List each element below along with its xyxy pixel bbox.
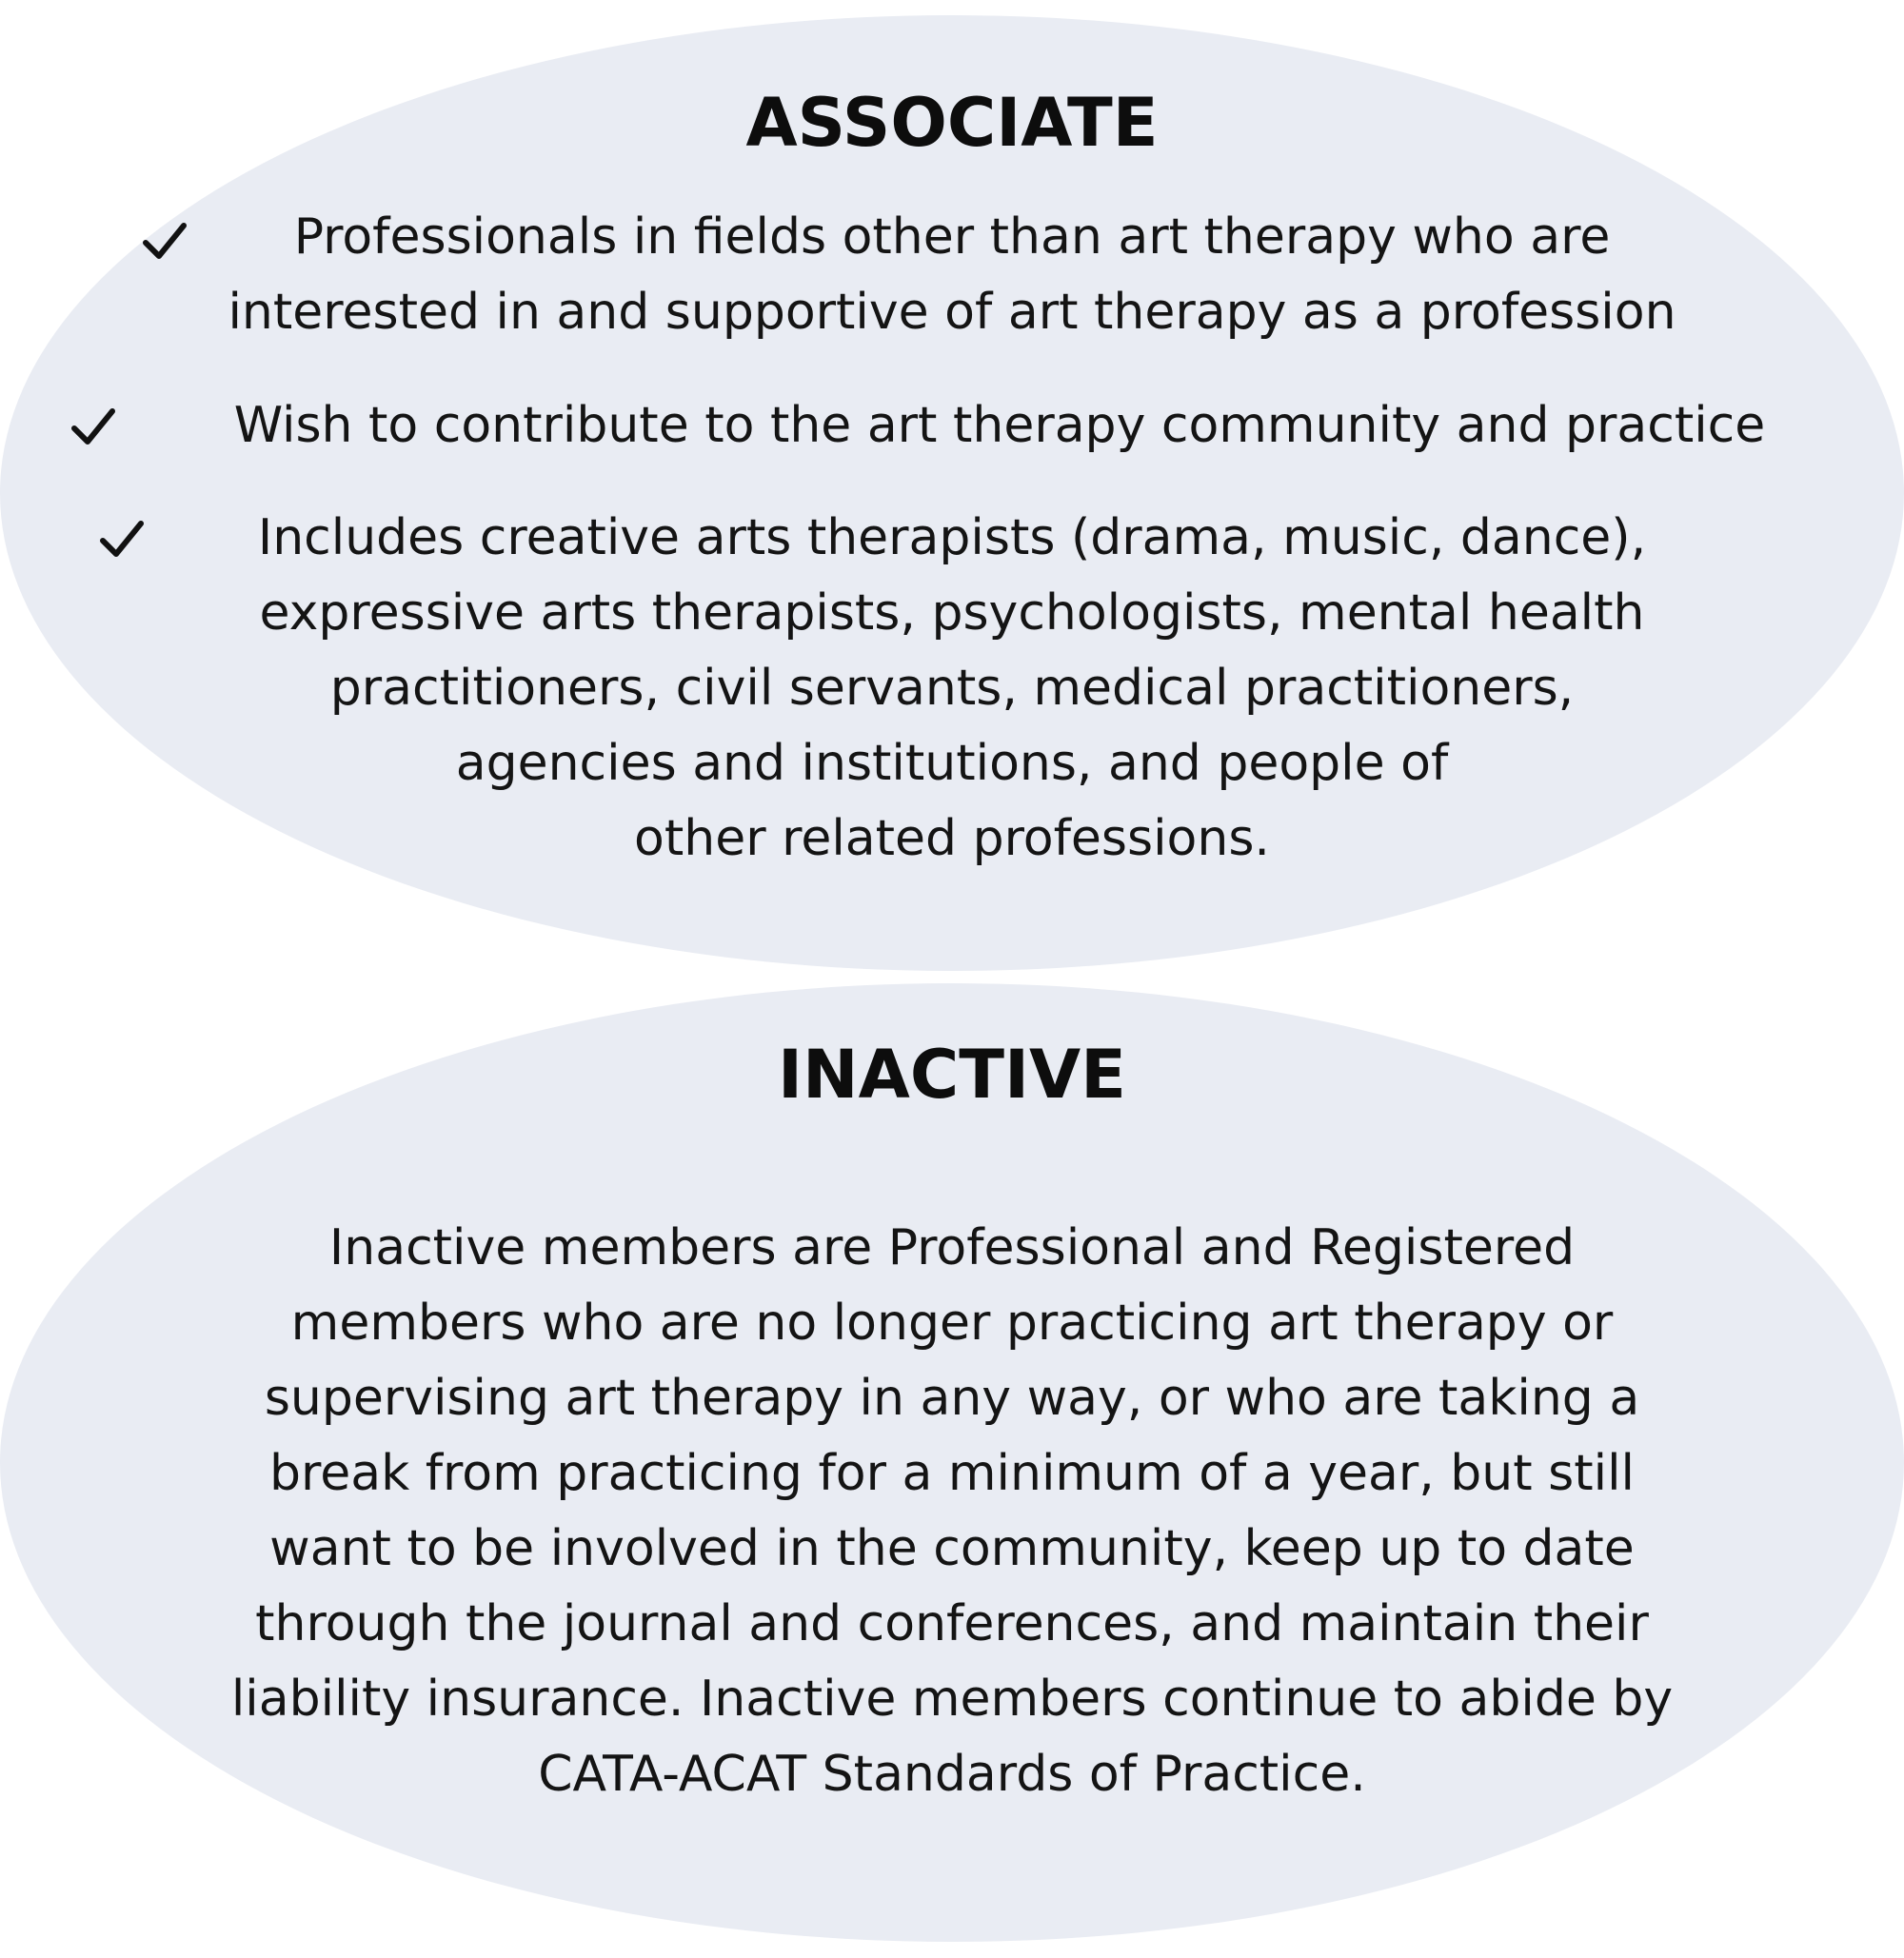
associate-item-1-line-1: Professionals in fields other than art therapy who are (293, 208, 1611, 266)
associate-item-2-line-1: Wish to contribute to the art therapy community and practice (233, 397, 1766, 454)
checkmark-icon (67, 400, 120, 453)
inactive-line-4: break from practicing for a minimum of a year, but still (268, 1445, 1636, 1502)
associate-item-3 (143, 501, 1761, 877)
inactive-line-1: Inactive members are Professional and Registered (328, 1219, 1576, 1276)
associate-title: ASSOCIATE (745, 84, 1159, 162)
inactive-description (143, 1211, 1761, 1812)
associate-item-3-line-1: Includes creative arts therapists (drama, music, dance), (257, 509, 1647, 566)
inactive-line-2: members who are no longer practicing art therapy or (290, 1295, 1614, 1352)
inactive-line-7: liability insurance. Inactive members continue to abide by (230, 1671, 1674, 1728)
inactive-line-3: supervising art therapy in any way, or who are taking a (264, 1370, 1640, 1427)
associate-item-3-line-4: agencies and institutions, and people of (455, 735, 1449, 792)
inactive-title: INACTIVE (778, 1036, 1126, 1114)
inactive-line-8: CATA-ACAT Standards of Practice. (538, 1746, 1366, 1803)
associate-item-3-line-5: other related professions. (634, 810, 1270, 867)
associate-item-1-line-2: interested in and supportive of art therapy as a profession (228, 284, 1676, 341)
inactive-line-6: through the journal and conferences, and maintain their (255, 1595, 1649, 1652)
inactive-line-5: want to be involved in the community, keep up to date (269, 1520, 1635, 1577)
associate-item-1 (143, 200, 1761, 350)
associate-item-2 (152, 388, 1847, 464)
associate-item-3-line-2: expressive arts therapists, psychologists, mental health (259, 584, 1645, 642)
associate-item-3-line-3: practitioners, civil servants, medical practitioners, (329, 660, 1575, 717)
checkmark-icon (95, 512, 149, 565)
